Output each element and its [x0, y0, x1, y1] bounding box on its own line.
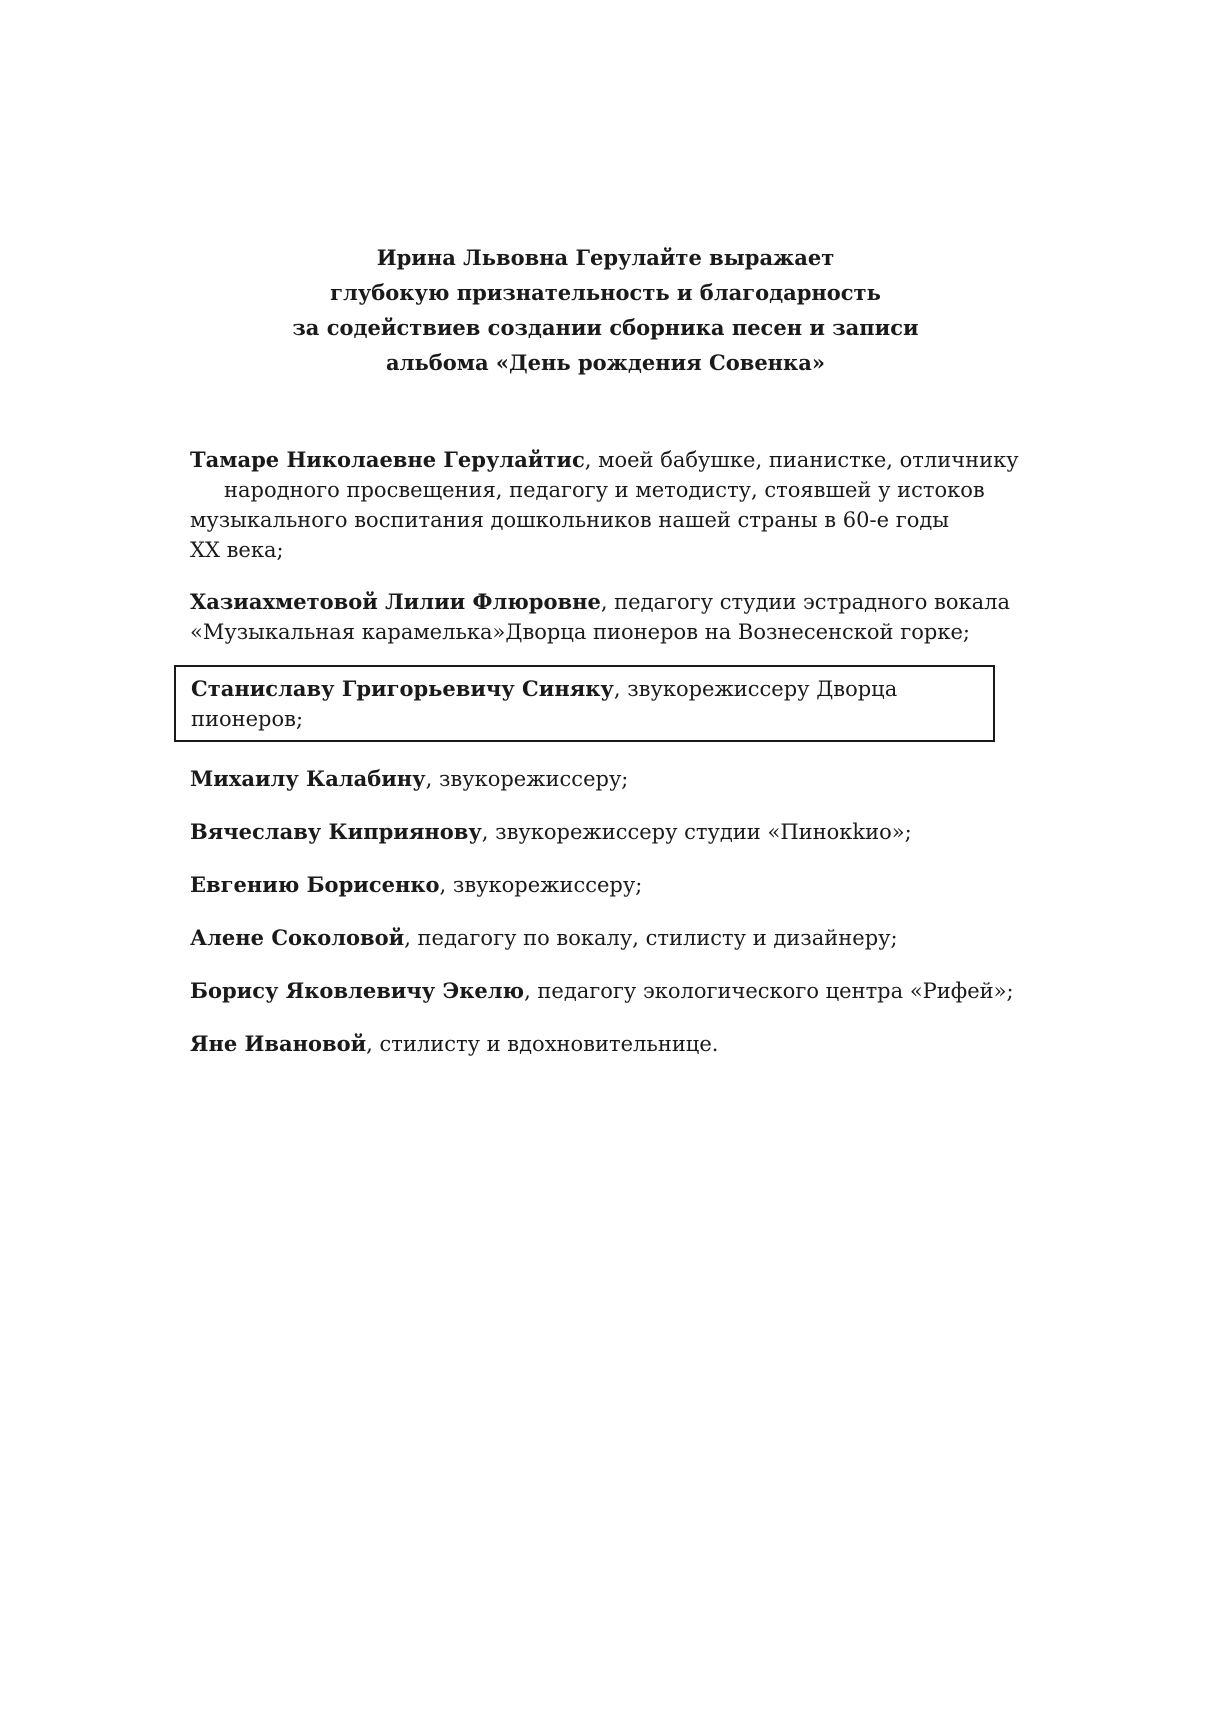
entry-text: , моей бабушке, пианистке, отличнику [584, 448, 1019, 472]
acknowledgement-entry [190, 1029, 1020, 1059]
acknowledgement-entry [190, 870, 1020, 900]
acknowledgement-entry [190, 445, 1020, 565]
acknowledgement-entry [190, 587, 1020, 647]
entry-text: , звукорежиссеру; [425, 767, 629, 791]
entry-text: , звукорежиссеру Дворца пионеров; [191, 677, 898, 731]
heading-line-4: альбома «День рождения Совенка» [386, 350, 825, 375]
entry-name: Борису Яковлевичу Экелю [190, 978, 525, 1003]
entry-text-line: XX века; [190, 538, 284, 562]
entry-name: Яне Ивановой [190, 1031, 367, 1056]
entry-name: Алене Соколовой [190, 925, 405, 950]
entry-name: Вячеславу Киприянову [190, 819, 482, 844]
heading-line-3: за содействиев создании сборника песен и записи [292, 315, 919, 340]
acknowledgement-entry [190, 764, 1020, 794]
acknowledgement-entry [190, 923, 1020, 953]
entry-text: , педагогу экологического центра «Рифей»; [524, 979, 1014, 1003]
acknowledgement-entry [190, 976, 1020, 1006]
acknowledgement-entry [190, 817, 1020, 847]
entry-name: Евгению Борисенко [190, 872, 440, 897]
entry-text: , педагогу студии эстрадного вокала [600, 590, 1011, 614]
entry-name: Михаилу Калабину [190, 766, 426, 791]
entry-text-line: «Музыкальная карамелька»Дворца пионеров на Вознесенской горке; [190, 620, 970, 644]
entry-text-line: музыкального воспитания дошкольников нашей страны в 60-е годы [190, 508, 949, 532]
entry-name: Станиславу Григорьевичу Синяку [191, 676, 614, 701]
entry-text: , звукорежиссеру студии «Пинокkио»; [481, 820, 912, 844]
entry-text: , стилисту и вдохновительнице. [366, 1032, 719, 1056]
entry-text: , звукорежиссеру; [439, 873, 643, 897]
acknowledgement-list [190, 445, 1020, 1082]
entry-text-line: народного просвещения, педагогу и методисту, стоявшей у истоков [224, 478, 985, 502]
entry-text: , педагогу по вокалу, стилисту и дизайнеру; [404, 926, 898, 950]
entry-name: Тамаре Николаевне Герулайтис [190, 447, 585, 472]
entry-name: Хазиахметовой Лилии Флюровне [190, 589, 601, 614]
highlighted-acknowledgement-entry[interactable] [174, 665, 995, 742]
heading-line-1: Ирина Львовна Герулайте выражает [376, 245, 835, 270]
heading-line-2: глубокую признательность и благодарность [330, 280, 881, 305]
acknowledgement-heading [0, 240, 1211, 380]
